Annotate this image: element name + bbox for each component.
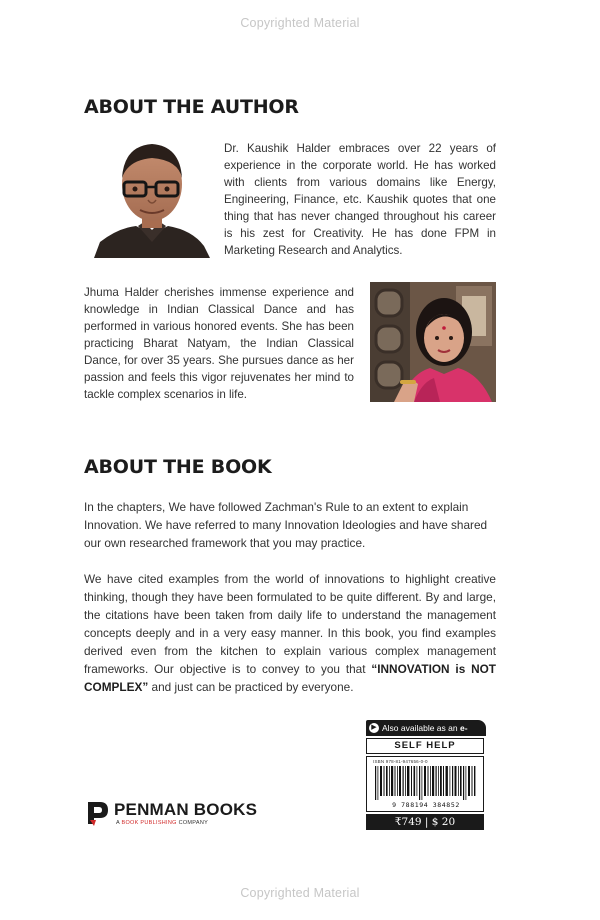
penman-logo-icon: [86, 800, 110, 826]
watermark-bottom: Copyrighted Material: [240, 886, 360, 900]
isbn-small-text: ISBN 978-81-947656-0-0: [373, 759, 428, 764]
about-author-heading: ABOUT THE AUTHOR: [84, 96, 299, 118]
publisher-tag-suffix: COMPANY: [176, 820, 209, 826]
isbn-barcode: [366, 756, 484, 812]
author-photo-kaushik: [88, 138, 212, 258]
publisher-name: PENMAN BOOKS: [114, 800, 258, 819]
ebook-icon: ▶: [369, 723, 379, 733]
jhuma-bio: Jhuma Halder cherishes immense experience and knowledge in Indian Classical Dance and has performed in various honored events. She has been practicing Bharat Natyam, the Indian Classical Dance, for over 35 years. She pursues dance as her passion and feels this vigor rejuvenates her mind to tackle complex scenarios in life.: [84, 286, 354, 401]
ebook-label: e-: [459, 723, 468, 733]
barcode-block: [366, 720, 484, 828]
ebook-prefix: Also available as an: [382, 723, 460, 733]
book-paragraph-2-start: We have cited examples from the world of innovations to highlight creative thinking, though they have been formulated to be quite different. By and large, the citations have been taken from daily life to understand the management concepts deeply and in a very easy manner. In this book, you find examples derived even from the kitchen to explain various complex management frameworks. Our objective is to convey to you that: [84, 572, 496, 676]
publisher-tagline: [116, 820, 208, 826]
book-paragraph-2-emphasis: “INNOVATION is NOT COMPLEX”: [84, 662, 496, 694]
price-label: ₹749 | $ 20: [366, 814, 484, 830]
publisher-logo: [86, 798, 286, 828]
isbn-number: 9 788194 384852: [392, 801, 460, 809]
ebook-availability-tag: [366, 720, 486, 736]
about-book-heading: ABOUT THE BOOK: [84, 456, 272, 478]
author-photo-jhuma: [370, 282, 496, 402]
category-label: SELF HELP: [366, 738, 484, 754]
watermark-top: Copyrighted Material: [240, 16, 360, 30]
book-paragraph-1: In the chapters, We have followed Zachman's Rule to an extent to explain Innovation. We have referred to many Innovation Ideologies and have shared our own researched framework that you may practice.: [84, 500, 488, 550]
publisher-tag-prefix: A: [116, 820, 122, 826]
book-paragraph-2: [84, 570, 496, 696]
book-paragraph-2-end: and just can be practiced by everyone.: [148, 680, 354, 694]
publisher-tag-highlight: BOOK PUBLISHING: [121, 820, 177, 826]
kaushik-bio: Dr. Kaushik Halder embraces over 22 years of experience in the corporate world. He has worked with clients from various domains like Energy, Engineering, Finance, etc. Kaushik quotes that one thing that has never changed throughout his career is his zest for Creativity. He has done FPM in Marketing Research and Analytics.: [224, 142, 496, 257]
